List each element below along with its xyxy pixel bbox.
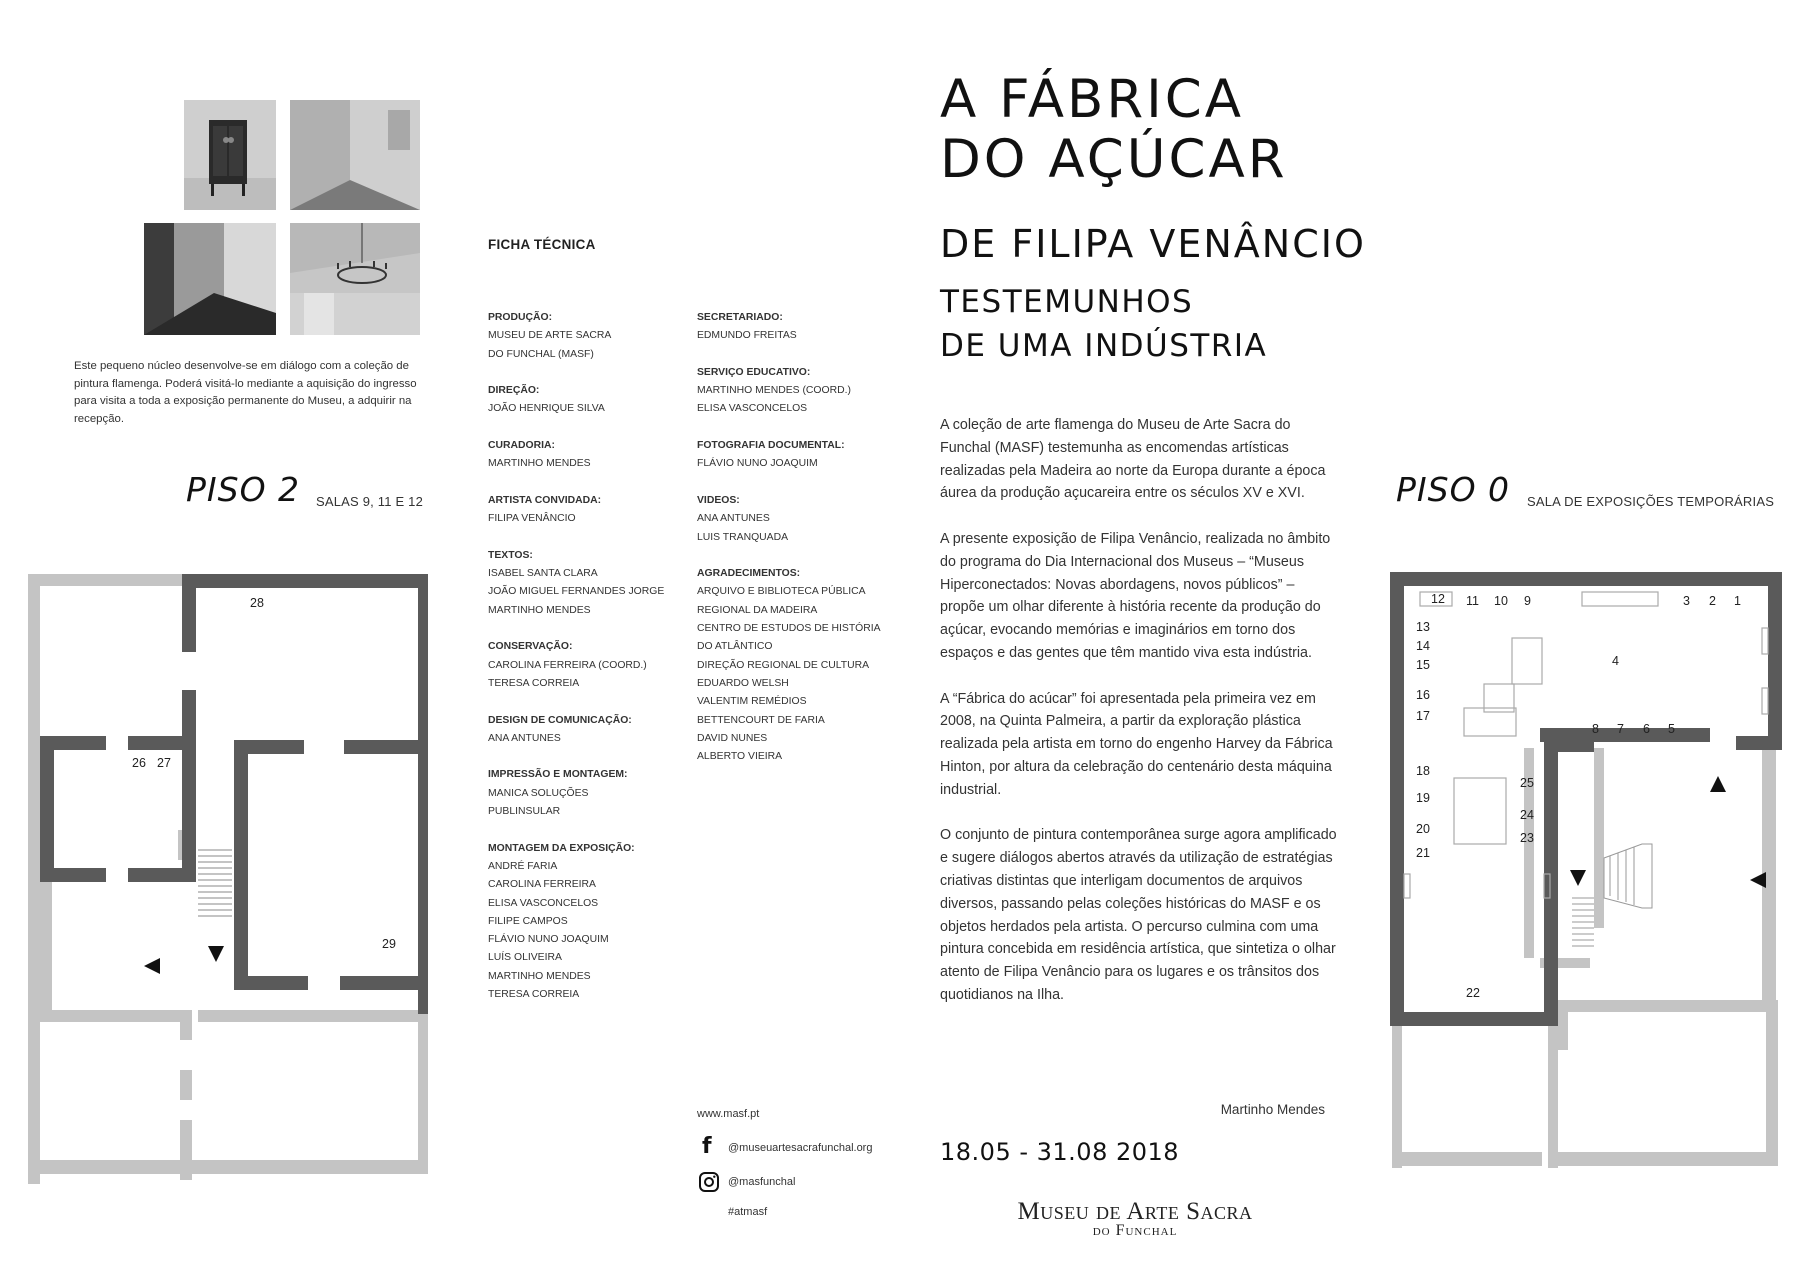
paragraph-4: O conjunto de pintura contemporânea surge agora amplificado e sugere diálogos abertos através da utilização de estratégias criativas distintas que interligam documentos de arquivos diversos, passando pelas coleções históricas do MASF e os objetos herdados pela artista. O percurso culmina com uma pintura concebida em residência artística, que sintetiza o olhar atento de Filipa Venâncio para os lugares e os trânsitos dos quotidianos na Ilha. xyxy=(940,827,1337,1003)
credit-line: MARTINHO MENDES xyxy=(488,458,591,470)
credit-line: FLÁVIO NUNO JOAQUIM xyxy=(697,458,818,470)
credit-heading: CURADORIA: xyxy=(488,440,555,452)
credit-line: ARQUIVO E BIBLIOTECA PÚBLICA xyxy=(697,586,866,598)
credit-fotografia xyxy=(697,437,897,474)
subtitle xyxy=(940,280,1267,368)
piso0-room-8: 8 xyxy=(1592,722,1599,736)
piso0-arrow-left-icon xyxy=(1750,872,1766,888)
piso0-arrow-up-icon xyxy=(1710,776,1726,792)
piso0-room-23: 23 xyxy=(1520,831,1534,845)
credit-heading: SERVIÇO EDUCATIVO: xyxy=(697,366,811,378)
credit-line: FLÁVIO NUNO JOAQUIM xyxy=(488,934,609,946)
credit-artista xyxy=(488,492,688,529)
credit-line: CENTRO DE ESTUDOS DE HISTÓRIA xyxy=(697,623,881,635)
credit-videos xyxy=(697,492,897,547)
piso0-room-12: 12 xyxy=(1431,592,1445,606)
chandelier-illustration xyxy=(290,223,420,335)
author-name: Martinho Mendes xyxy=(1220,1102,1325,1117)
instagram-icon xyxy=(698,1171,720,1193)
credit-heading: VIDEOS: xyxy=(697,494,740,506)
piso0-room-19: 19 xyxy=(1416,791,1430,805)
credit-line: EDUARDO WELSH xyxy=(697,677,789,689)
piso0-room-4: 4 xyxy=(1612,654,1619,668)
credit-line: BETTENCOURT DE FARIA xyxy=(697,714,825,726)
piso2-arrow-down-icon xyxy=(208,946,224,962)
intro-text: Este pequeno núcleo desenvolve-se em diálogo com a coleção de pintura flamenga. Poderá visitá-lo mediante a aquisição do ingresso para visita a toda a exposição permanente do Museu, a adquirir na recepção. xyxy=(74,360,417,425)
credit-line: FILIPA VENÂNCIO xyxy=(488,513,576,525)
piso2-subtitle: SALAS 9, 11 E 12 xyxy=(316,494,424,509)
doorway-illustration xyxy=(144,223,276,335)
body-text xyxy=(940,414,1340,1030)
piso2-dark-walls xyxy=(40,574,428,1014)
museum-logo-line-1: Museu de Arte Sacra xyxy=(1017,1198,1253,1225)
instagram-link[interactable]: @masfunchal xyxy=(728,1176,796,1188)
facebook-icon: f xyxy=(702,1134,712,1159)
credit-agradecimentos xyxy=(697,565,897,766)
piso0-room-1: 1 xyxy=(1734,594,1741,608)
credits-column-1 xyxy=(488,309,688,1023)
piso0-room-3: 3 xyxy=(1683,594,1690,608)
main-title xyxy=(940,70,1288,190)
piso0-subtitle: SALA DE EXPOSIÇÕES TEMPORÁRIAS xyxy=(1527,494,1775,509)
piso0-floor-plan xyxy=(1390,568,1790,1188)
main-title-line-1: A FÁBRICA xyxy=(940,69,1245,130)
piso0-room-5: 5 xyxy=(1668,722,1675,736)
credit-heading: DIREÇÃO: xyxy=(488,385,540,397)
credit-heading: IMPRESSÃO E MONTAGEM: xyxy=(488,769,628,781)
piso0-light-walls xyxy=(1392,748,1778,1168)
credits-column-2 xyxy=(697,309,897,785)
credit-line: ANDRÉ FARIA xyxy=(488,860,558,872)
ficha-tecnica-title: FICHA TÉCNICA xyxy=(488,237,596,252)
paragraph-1: A coleção de arte flamenga do Museu de Arte Sacra do Funchal (MASF) testemunha as encomendas artísticas realizadas pela Madeira ao norte da Europa durante a época áurea da produção açucareira entre os séculos XV e XVI. xyxy=(940,417,1326,502)
photo-doorway xyxy=(144,223,276,335)
piso0-room-2: 2 xyxy=(1709,594,1716,608)
credit-line: JOÃO HENRIQUE SILVA xyxy=(488,403,605,415)
piso0-room-16: 16 xyxy=(1416,688,1430,702)
piso2-room-27: 27 xyxy=(157,756,171,770)
piso0-room-24: 24 xyxy=(1520,808,1534,822)
credit-line: MUSEU DE ARTE SACRA xyxy=(488,330,612,342)
piso0-room-7: 7 xyxy=(1617,722,1624,736)
credit-line: ANA ANTUNES xyxy=(488,732,561,744)
credit-textos xyxy=(488,547,688,620)
museum-logo-line-2: do Funchal xyxy=(1092,1222,1178,1239)
room-corner-illustration xyxy=(290,100,420,210)
byline: DE FILIPA VENÂNCIO xyxy=(940,222,1366,266)
cabinet-illustration xyxy=(184,100,276,210)
credit-heading: MONTAGEM DA EXPOSIÇÃO: xyxy=(488,842,635,854)
piso2-stairs xyxy=(198,850,232,916)
credit-line: MANICA SOLUÇÕES xyxy=(488,787,589,799)
credit-servico-educativo xyxy=(697,364,897,419)
piso2-room-28: 28 xyxy=(250,596,264,610)
credit-line: FILIPE CAMPOS xyxy=(488,915,568,927)
piso2-floor-plan xyxy=(28,570,428,1190)
piso0-room-22: 22 xyxy=(1466,986,1480,1000)
piso2-gap-2 xyxy=(180,1040,192,1070)
credit-impressao xyxy=(488,766,688,821)
piso0-room-13: 13 xyxy=(1416,620,1430,634)
piso0-room-25: 25 xyxy=(1520,776,1534,790)
piso2-room-29: 29 xyxy=(382,937,396,951)
piso0-title: PISO 0 xyxy=(1396,470,1511,509)
piso0-room-11: 11 xyxy=(1466,594,1479,608)
credit-line: VALENTIM REMÉDIOS xyxy=(697,696,807,708)
credit-design xyxy=(488,712,688,749)
credit-line: LUÍS OLIVEIRA xyxy=(488,952,562,964)
credit-line: TERESA CORREIA xyxy=(488,988,580,1000)
credit-curadoria xyxy=(488,437,688,474)
credit-line: JOÃO MIGUEL FERNANDES JORGE xyxy=(488,586,665,598)
credit-heading: SECRETARIADO: xyxy=(697,312,783,323)
credit-producao xyxy=(488,309,688,364)
credit-heading: PRODUÇÃO: xyxy=(488,312,553,323)
credit-heading: CONSERVAÇÃO: xyxy=(488,641,573,653)
credit-line: DAVID NUNES xyxy=(697,732,768,744)
credit-line: ISABEL SANTA CLARA xyxy=(488,568,598,580)
credit-line: PUBLINSULAR xyxy=(488,806,561,818)
credit-direcao xyxy=(488,382,688,419)
credit-conservacao xyxy=(488,638,688,693)
hashtag: #atmasf xyxy=(728,1206,768,1218)
subtitle-line-2: DE UMA INDÚSTRIA xyxy=(940,328,1268,364)
website-link[interactable]: www.masf.pt xyxy=(697,1108,760,1120)
piso2-arrow-left-icon xyxy=(144,958,160,974)
piso0-room-18: 18 xyxy=(1416,764,1430,778)
piso0-room-17: 17 xyxy=(1416,709,1430,723)
piso0-dark-walls xyxy=(1390,572,1782,1026)
piso0-room-20: 20 xyxy=(1416,822,1430,836)
credit-heading: FOTOGRAFIA DOCUMENTAL: xyxy=(697,440,845,452)
exhibition-dates: 18.05 - 31.08 2018 xyxy=(940,1138,1180,1166)
main-title-line-2: DO AÇÚCAR xyxy=(940,129,1288,190)
credit-line: TERESA CORREIA xyxy=(488,677,580,689)
credit-line: EDMUNDO FREITAS xyxy=(697,330,797,342)
piso2-gap-1 xyxy=(178,960,192,1000)
subtitle-line-1: TESTEMUNHOS xyxy=(940,284,1194,320)
piso0-stairs xyxy=(1572,844,1652,946)
piso0-room-21: 21 xyxy=(1416,846,1430,860)
credit-line: CAROLINA FERREIRA (COORD.) xyxy=(488,659,647,671)
credit-line: DO ATLÂNTICO xyxy=(697,641,773,653)
credit-line: LUIS TRANQUADA xyxy=(697,531,789,543)
photo-room-corner xyxy=(290,100,420,210)
piso2-room-26: 26 xyxy=(132,756,146,770)
credit-line: MARTINHO MENDES (COORD.) xyxy=(697,385,851,397)
credit-line: ALBERTO VIEIRA xyxy=(697,751,783,763)
credit-line: DIREÇÃO REGIONAL DE CULTURA xyxy=(697,659,870,671)
paragraph-3: A “Fábrica do acúcar” foi apresentada pela primeira vez em 2008, na Quinta Palmeira, a partir da exploração plástica realizada pela artista em torno do engenho Harvey da Fábrica Hinton, por altura da celebração do centenário desta máquina industrial. xyxy=(940,690,1333,798)
piso2-title: PISO 2 xyxy=(186,470,301,509)
piso0-room-15: 15 xyxy=(1416,658,1430,672)
credit-montagem xyxy=(488,840,688,1005)
piso0-room-10: 10 xyxy=(1494,594,1508,608)
paragraph-2: A presente exposição de Filipa Venâncio, realizada no âmbito do programa do Dia Internacional dos Museus – “Museus Hiperconectados: Novas abordagens, novos públicos” – propõe um olhar diferente à história recente da produção do açúcar, evocando memórias e imaginários em torno dos espaços e das gentes que têm mantido viva esta indústria. xyxy=(940,530,1331,661)
credit-line: DO FUNCHAL (MASF) xyxy=(488,348,594,360)
credit-heading: DESIGN DE COMUNICAÇÃO: xyxy=(488,714,632,726)
facebook-link[interactable]: @museuartesacrafunchal.org xyxy=(728,1142,873,1154)
piso0-room-6: 6 xyxy=(1643,722,1650,736)
museum-logo xyxy=(1000,1198,1270,1240)
piso0-room-14: 14 xyxy=(1416,639,1430,653)
credit-line: ELISA VASCONCELOS xyxy=(697,403,808,415)
credit-heading: AGRADECIMENTOS: xyxy=(697,568,801,580)
piso0-room-9: 9 xyxy=(1524,594,1531,608)
credit-line: CAROLINA FERREIRA xyxy=(488,879,596,891)
credit-secretariado xyxy=(697,309,897,346)
credit-heading: ARTISTA CONVIDADA: xyxy=(488,494,602,506)
credit-line: MARTINHO MENDES xyxy=(488,604,591,616)
photo-cabinet xyxy=(184,100,276,210)
piso0-arrow-down-icon xyxy=(1570,870,1586,886)
credit-line: ANA ANTUNES xyxy=(697,513,770,525)
photo-chandelier xyxy=(290,223,420,335)
credit-line: MARTINHO MENDES xyxy=(488,970,591,982)
piso2-gap-3 xyxy=(180,1100,192,1120)
credit-heading: TEXTOS: xyxy=(488,549,533,561)
credit-line: REGIONAL DA MADEIRA xyxy=(697,604,818,616)
credit-line: ELISA VASCONCELOS xyxy=(488,897,599,909)
